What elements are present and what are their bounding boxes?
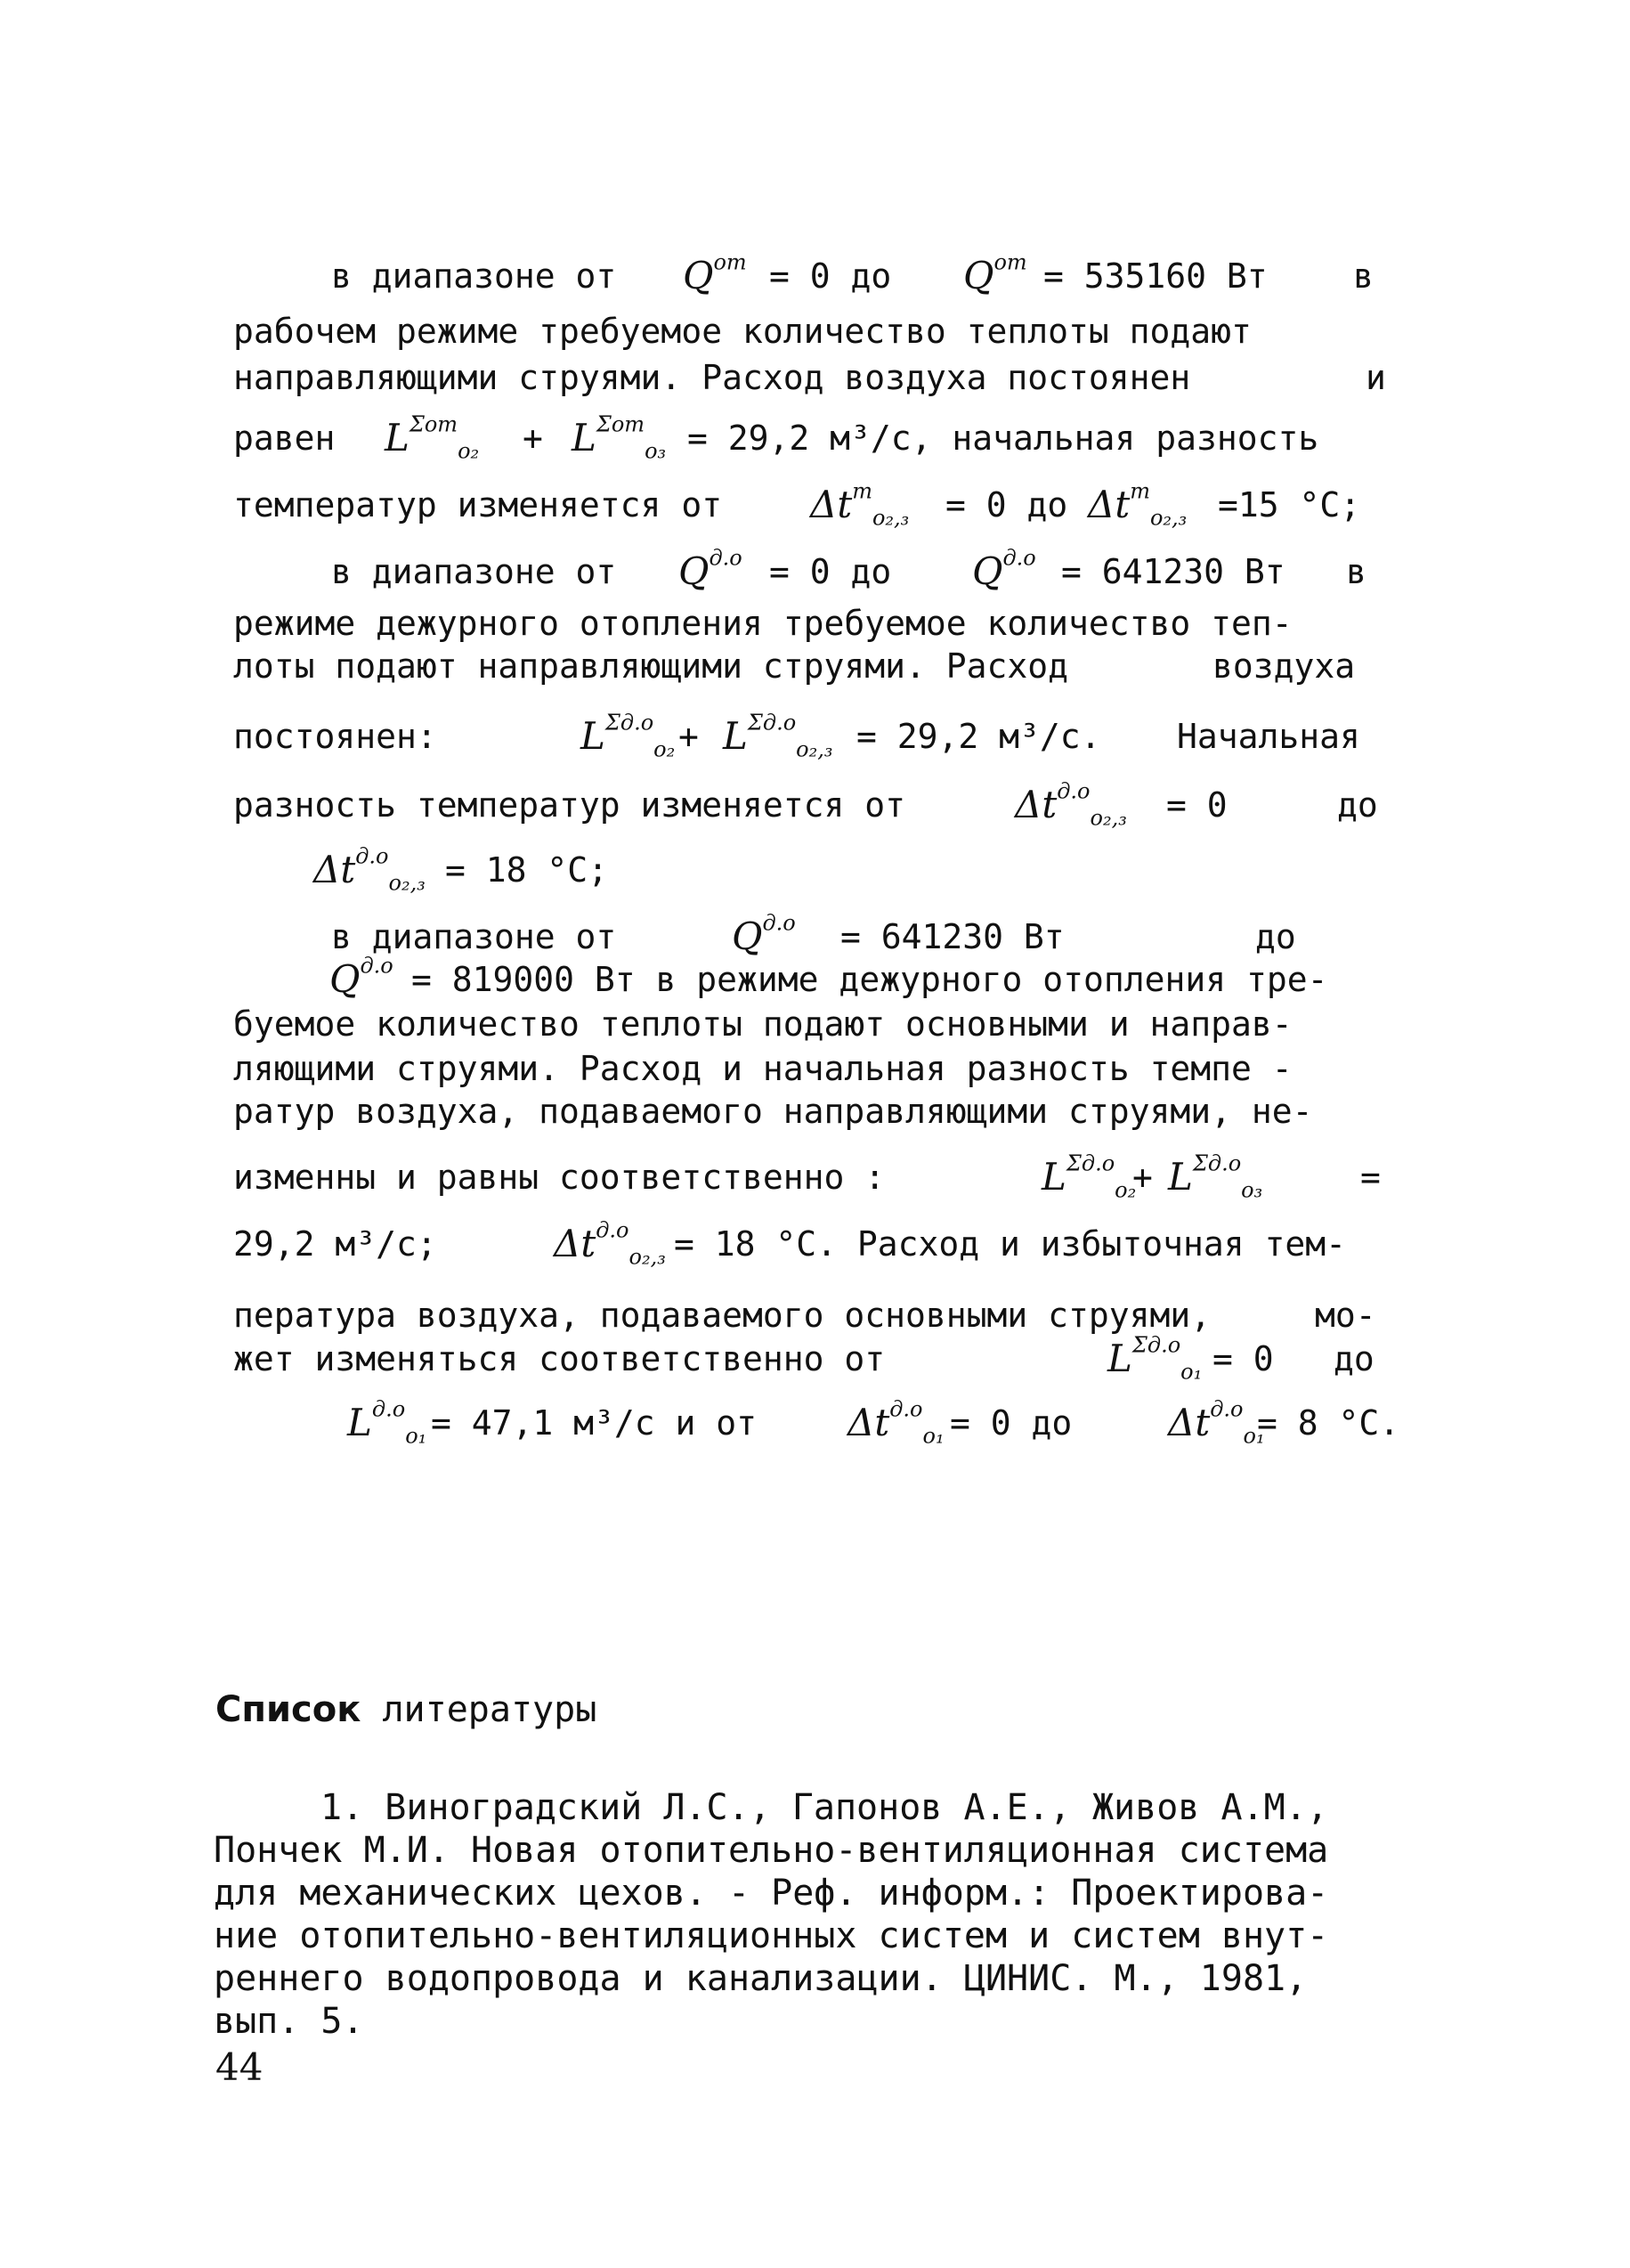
- text-line: [233, 1330, 1391, 1387]
- heading-bold: Список: [215, 1689, 361, 1730]
- text-line: [233, 1149, 1391, 1206]
- text-run: в диапазоне от: [331, 256, 617, 296]
- text-run: +: [1132, 1158, 1153, 1197]
- text-run: ратур воздуха, подаваемого направляющими струями, не-: [233, 1092, 1313, 1131]
- text-run: = 0 до: [950, 1403, 1073, 1443]
- text-run: = 535160 Вт: [1043, 256, 1268, 296]
- text-run: в: [1353, 256, 1374, 296]
- reference-line: Пончек М.И. Новая отопительно-вентиляционная система: [214, 1830, 1329, 1871]
- formula-symbol: $\Delta t^{д.о}_{o_2,_3}$: [1015, 778, 1127, 831]
- reference-line: реннего водопровода и канализации. ЦИНИС. М., 1981,: [214, 1958, 1308, 1999]
- text-run: буемое количество теплоты подают основными и направ-: [233, 1004, 1293, 1044]
- text-run: воздуха: [1212, 646, 1356, 686]
- formula-symbol: $Q^{д.о}$: [972, 545, 1036, 593]
- formula-symbol: $Q^{д.о}$: [732, 910, 796, 958]
- text-run: =: [1360, 1158, 1381, 1197]
- text-line: [233, 638, 1391, 695]
- text-run: +: [678, 717, 699, 756]
- text-run: режиме дежурного отопления требуемое количество теп-: [233, 604, 1293, 643]
- text-line: [233, 543, 1391, 600]
- text-run: = 819000 Вт в режиме дежурного отопления тре-: [411, 960, 1328, 999]
- reference-line: вып. 5.: [214, 2001, 364, 2042]
- text-line: [233, 1083, 1391, 1140]
- text-run: пература воздуха, подаваемого основными струями,: [233, 1296, 1212, 1335]
- text-run: направляющими струями. Расход воздуха постоянен: [233, 358, 1191, 397]
- text-line: [233, 410, 1391, 467]
- formula-symbol: $L^{\Sigma д.о}_{o_2}$: [580, 710, 676, 762]
- formula-symbol: $L^{\Sigma от}_{o_3}$: [572, 411, 667, 464]
- text-run: = 0 до: [769, 256, 892, 296]
- references-heading: [215, 1683, 596, 1736]
- text-run: до: [1255, 917, 1296, 956]
- page-number: 44: [215, 2045, 264, 2089]
- text-run: = 8 °C.: [1257, 1403, 1400, 1443]
- text-run: = 0 до: [945, 485, 1068, 524]
- formula-symbol: $Q^{от}$: [963, 249, 1027, 297]
- text-run: температур изменяется от: [233, 485, 723, 524]
- formula-symbol: $L^{\Sigma д.о}_{o_1}$: [1107, 1332, 1203, 1385]
- text-run: = 47,1 м³/с и от: [431, 1403, 758, 1443]
- text-run: = 0: [1166, 785, 1228, 825]
- formula-symbol: $Q^{от}$: [683, 249, 747, 297]
- text-run: = 29,2 м³/с.: [856, 717, 1101, 756]
- text-line: [233, 476, 1391, 533]
- text-run: = 0 до: [769, 552, 892, 591]
- formula-symbol: $L^{\Sigma д.о}_{o_2}$: [1042, 1150, 1137, 1203]
- text-run: 29,2 м³/с;: [233, 1224, 437, 1264]
- reference-line: ние отопительно-вентиляционных систем и систем внут-: [214, 1915, 1329, 1956]
- text-run: = 18 °C. Расход и избыточная тем-: [674, 1224, 1346, 1264]
- text-run: и: [1366, 358, 1386, 397]
- formula-symbol: $\Delta t^{д.о}_{o_2,_3}$: [313, 843, 426, 896]
- formula-symbol: $L^{\Sigma от}_{o_2}$: [385, 411, 480, 464]
- formula-symbol: $L^{д.о}_{o_1}$: [347, 1396, 427, 1449]
- reference-line: 1. Виноградский Л.С., Гапонов А.Е., Живов А.М.,: [320, 1787, 1328, 1828]
- reference-line: для механических цехов. - Реф. информ.: Проектирова-: [214, 1873, 1329, 1914]
- text-run: Начальная: [1177, 717, 1360, 756]
- text-run: до: [1334, 1339, 1375, 1378]
- text-run: = 641230 Вт: [840, 917, 1065, 956]
- formula-symbol: $Q^{д.о}$: [678, 545, 742, 593]
- text-line: [233, 841, 1391, 898]
- text-run: = 29,2 м³/с, начальная разность: [687, 419, 1319, 458]
- text-line: [233, 1394, 1400, 1451]
- text-line: [233, 776, 1391, 833]
- text-run: = 641230 Вт: [1061, 552, 1285, 591]
- text-run: =15 °C;: [1218, 485, 1361, 524]
- formula-symbol: $\Delta t^т_{o_2,_3}$: [1088, 478, 1188, 531]
- text-line: [233, 708, 1391, 765]
- text-run: = 18 °C;: [445, 850, 609, 890]
- formula-symbol: $\Delta t^{д.о}_{o_1}$: [847, 1396, 945, 1449]
- text-run: разность температур изменяется от: [233, 785, 905, 825]
- formula-symbol: $\Delta t^{д.о}_{o_1}$: [1168, 1396, 1265, 1449]
- text-run: до: [1337, 785, 1378, 825]
- formula-symbol: $\Delta t^{д.о}_{o_2,_3}$: [554, 1217, 666, 1270]
- text-run: +: [523, 419, 543, 458]
- text-run: в диапазоне от: [331, 552, 617, 591]
- text-run: рабочем режиме требуемое количество теплоты подают: [233, 312, 1252, 351]
- formula-symbol: $Q^{д.о}$: [329, 953, 393, 1001]
- text-run: изменны и равны соответственно :: [233, 1158, 886, 1197]
- text-run: лоты подают направляющими струями. Расход: [233, 646, 1068, 686]
- text-run: в: [1346, 552, 1366, 591]
- formula-symbol: $\Delta t^т_{o_2,_3}$: [810, 478, 910, 531]
- text-run: мо-: [1315, 1296, 1376, 1335]
- text-run: жет изменяться соответственно от: [233, 1339, 886, 1378]
- formula-symbol: $L^{\Sigma д.о}_{o_2,_3}$: [723, 710, 833, 762]
- text-run: в диапазоне от: [331, 917, 617, 956]
- formula-symbol: $L^{\Sigma д.о}_{o_3}$: [1168, 1150, 1263, 1203]
- text-line: [233, 248, 1391, 305]
- heading-rest: литературы: [382, 1689, 597, 1730]
- text-line: [233, 349, 1391, 406]
- text-run: = 0: [1212, 1339, 1274, 1378]
- text-line: [233, 1215, 1391, 1272]
- text-run: равен: [233, 419, 336, 458]
- text-run: постоянен:: [233, 717, 437, 756]
- text-run: ляющими струями. Расход и начальная разность темпе -: [233, 1049, 1293, 1088]
